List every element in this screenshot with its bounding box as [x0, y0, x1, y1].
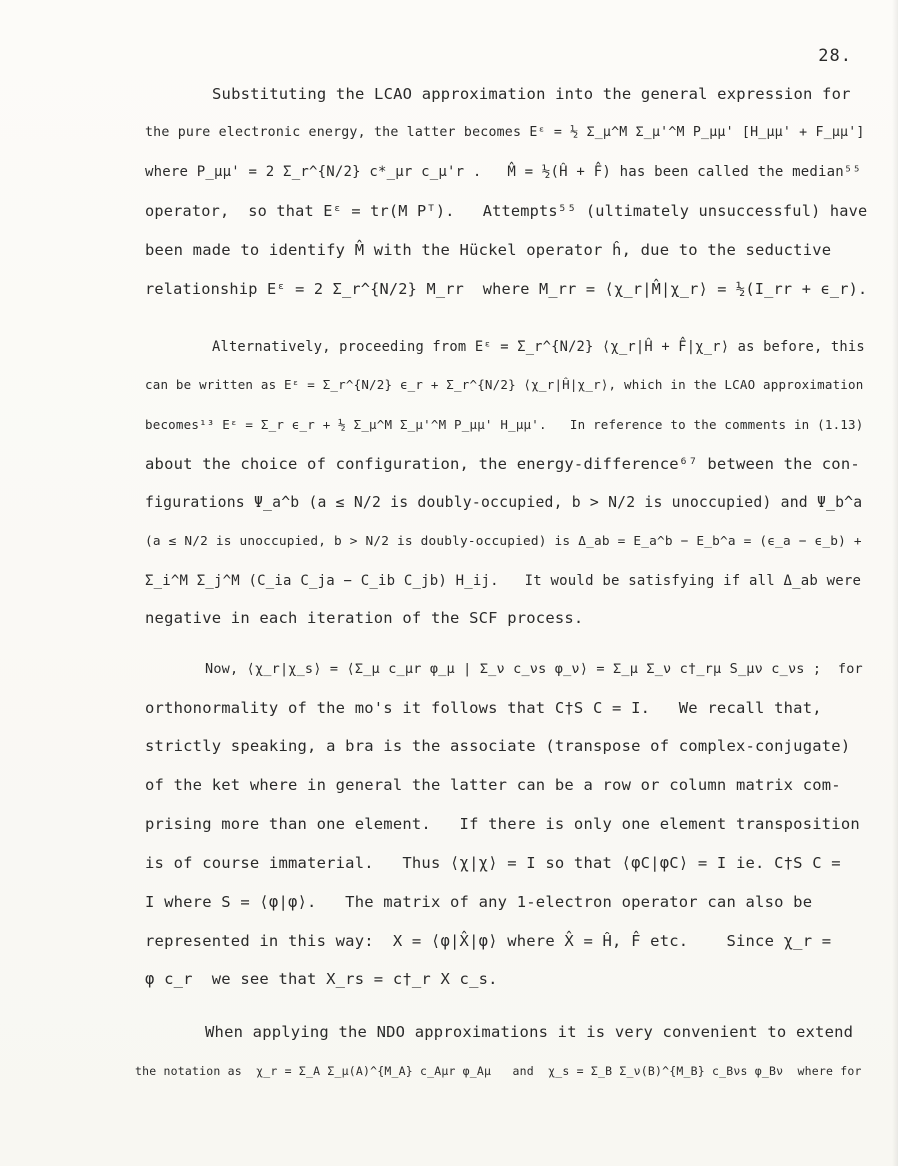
text-line: becomes¹³ Eᵋ = Σ_r ϵ_r + ½ Σ_μ^M Σ_μ'^M P_μμ' H_μμ'. In reference to the comments in (1.13) [145, 417, 864, 432]
text-line: orthonormality of the mo's it follows that C†S C = I. We recall that, [145, 699, 822, 717]
text-line: operator, so that Eᵋ = tr(M Pᵀ). Attempts⁵⁵ (ultimately unsuccessful) have [145, 202, 868, 220]
text-line: negative in each iteration of the SCF process. [145, 609, 584, 627]
text-line: relationship Eᵋ = 2 Σ_r^{N/2} M_rr where M_rr = ⟨χ_r|M̂|χ_r⟩ = ½(I_rr + ϵ_r). [145, 280, 868, 298]
text-line: about the choice of configuration, the energy-difference⁶⁷ between the con- [145, 455, 860, 473]
text-line: Σ_i^M Σ_j^M (C_ia C_ja − C_ib C_jb) H_ij. It would be satisfying if all Δ_ab were [145, 573, 862, 589]
text-line: (a ≤ N/2 is unoccupied, b > N/2 is doubly-occupied) is Δ_ab = E_a^b − E_b^a = (ϵ_a − ϵ_b) + [145, 534, 862, 549]
text-line: can be written as Eᵋ = Σ_r^{N/2} ϵ_r + Σ_r^{N/2} ⟨χ_r|Ĥ|χ_r⟩, which in the LCAO approximation [145, 377, 864, 392]
page-edge-shadow [892, 0, 898, 1166]
text-line: I where S = ⟨φ|φ⟩. The matrix of any 1-electron operator can also be [145, 893, 813, 911]
text-line: Now, ⟨χ_r|χ_s⟩ = ⟨Σ_μ c_μr φ_μ | Σ_ν c_νs φ_ν⟩ = Σ_μ Σ_ν c†_rμ S_μν c_νs ; for [205, 661, 863, 677]
text-line: of the ket where in general the latter can be a row or column matrix com- [145, 776, 841, 794]
text-line: figurations Ψ_a^b (a ≤ N/2 is doubly-occupied, b > N/2 is unoccupied) and Ψ_b^a [145, 494, 863, 511]
text-line: the pure electronic energy, the latter becomes Eᵋ = ½ Σ_μ^M Σ_μ'^M P_μμ' [H_μμ' + F_μμ'] [145, 125, 865, 140]
text-line: strictly speaking, a bra is the associate (transpose of complex-conjugate) [145, 737, 851, 755]
text-line: is of course immaterial. Thus ⟨χ|χ⟩ = I so that ⟨φC|φC⟩ = I ie. C†S C = [145, 854, 841, 872]
text-line: where P_μμ' = 2 Σ_r^{N/2} c*_μr c_μ'r . M̂ = ½(Ĥ + F̂) has been called the median⁵⁵ [145, 164, 862, 180]
page-number: 28. [818, 46, 852, 66]
text-line: When applying the NDO approximations it is very convenient to extend [205, 1023, 854, 1041]
text-line: Alternatively, proceeding from Eᵋ = Σ_r^{N/2} ⟨χ_r|Ĥ + F̂|χ_r⟩ as before, this [212, 339, 865, 355]
text-line: prising more than one element. If there is only one element transposition [145, 815, 860, 833]
text-line: φ c_r we see that X_rs = c†_r X c_s. [145, 970, 498, 988]
text-line: been made to identify M̂ with the Hückel operator ĥ, due to the seductive [145, 241, 832, 259]
text-line: Substituting the LCAO approximation into the general expression for [212, 85, 851, 103]
text-line: the notation as χ_r = Σ_A Σ_μ(A)^{M_A} c_Aμr φ_Aμ and χ_s = Σ_B Σ_ν(B)^{M_B} c_Bνs φ_Bν where for [135, 1064, 862, 1078]
text-line: represented in this way: X = ⟨φ|X̂|φ⟩ where X̂ = Ĥ, F̂ etc. Since χ_r = [145, 932, 832, 950]
